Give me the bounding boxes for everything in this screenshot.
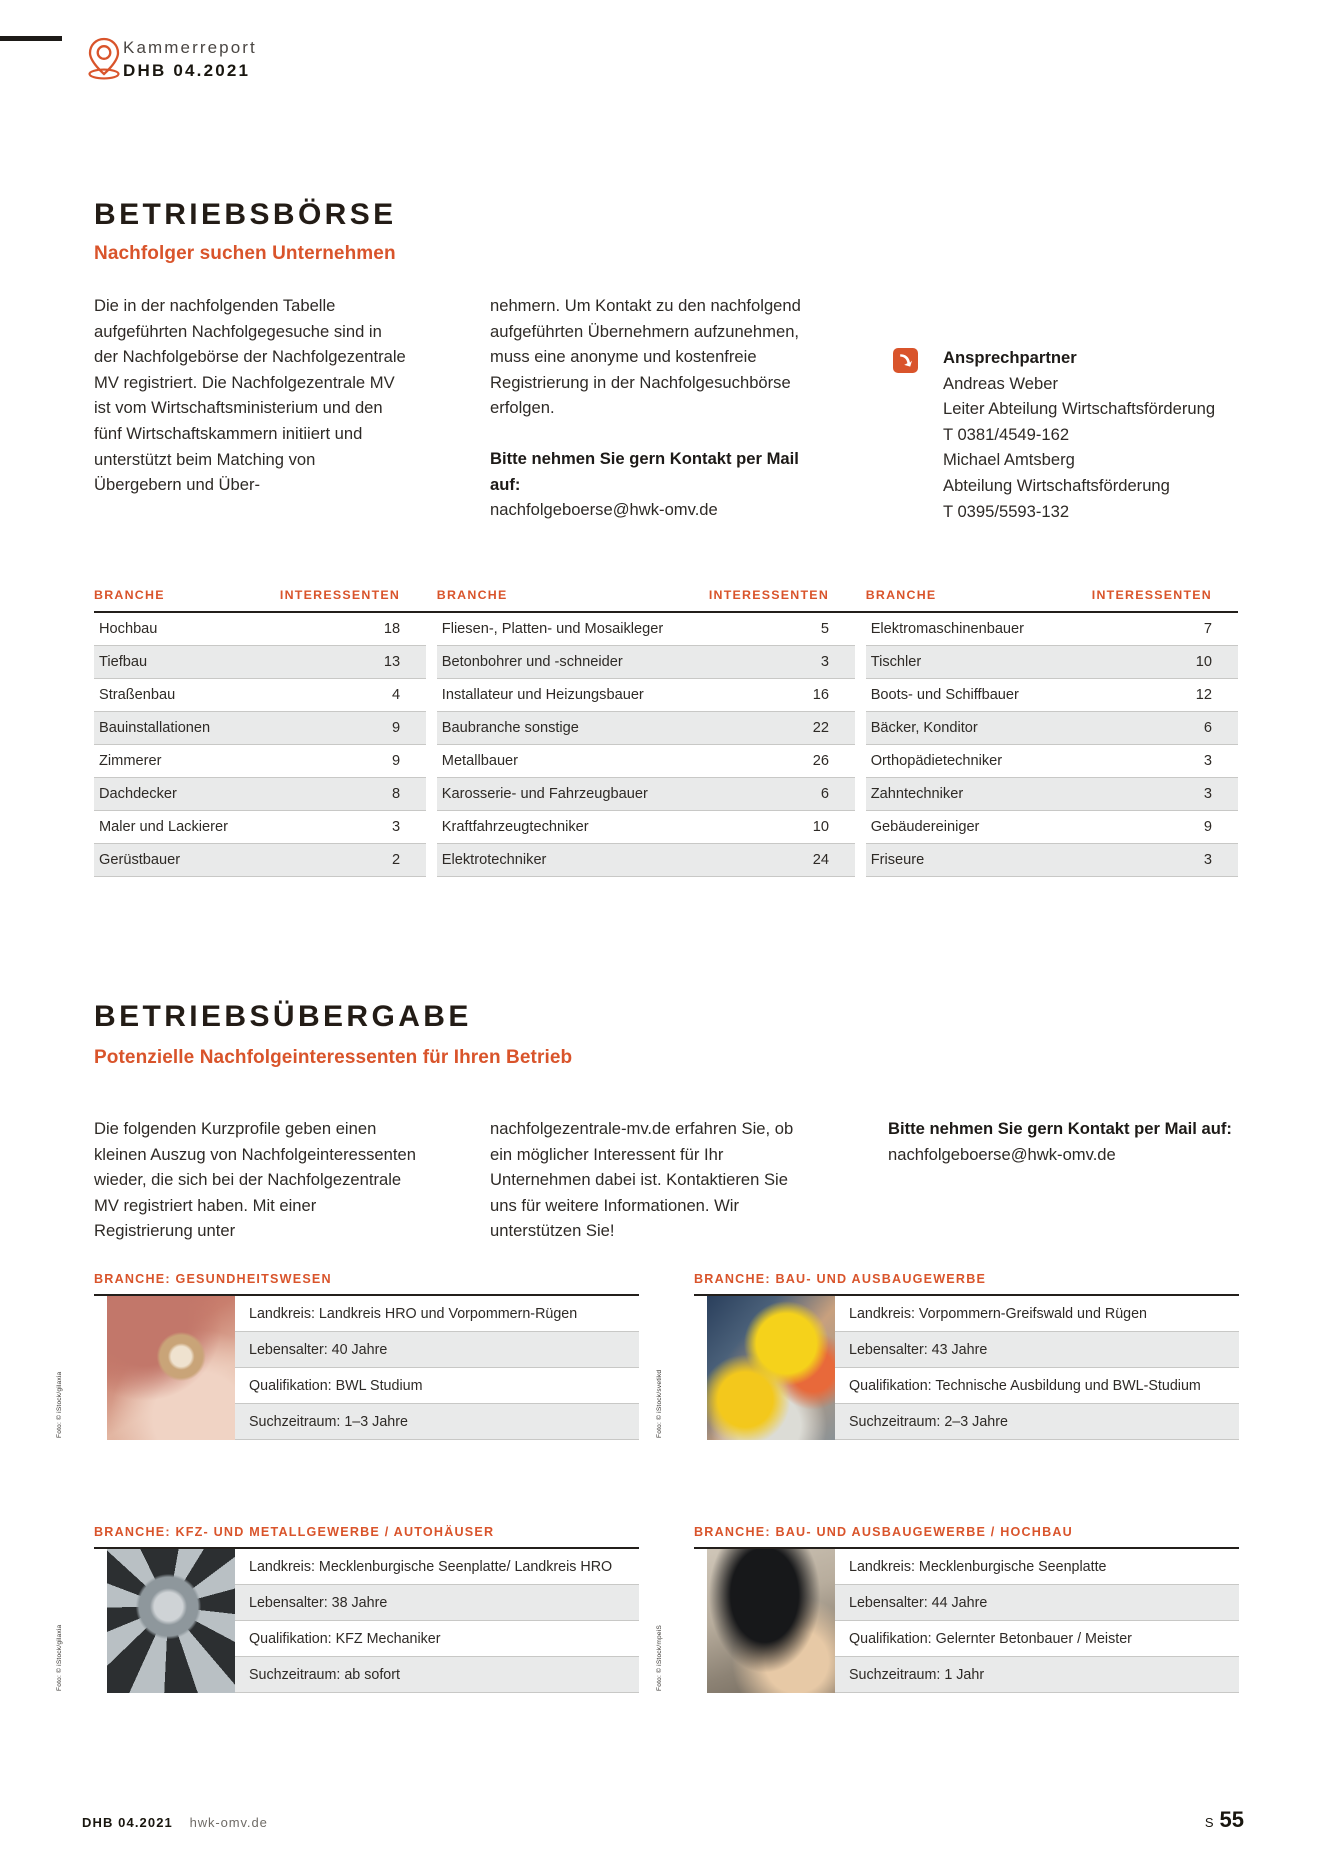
section2-column2 — [490, 1116, 810, 1244]
footer-website: hwk-omv.de — [189, 1815, 268, 1830]
profile-row-lebensalter: Lebensalter: 38 Jahre — [235, 1585, 639, 1621]
section1-mail-lead: Bitte nehmen Sie gern Kontakt per Mail auf: — [490, 448, 799, 494]
cell-interessenten: 13 — [272, 646, 426, 679]
cell-interessenten: 8 — [272, 778, 426, 811]
profile-card-rows — [835, 1549, 1239, 1693]
profile-row-suchzeitraum: Suchzeitraum: 1 Jahr — [835, 1657, 1239, 1693]
cell-interessenten: 3 — [1085, 745, 1238, 778]
profile-row-qualifikation: Qualifikation: KFZ Mechaniker — [235, 1621, 639, 1657]
profile-card-heading: BRANCHE: BAU- UND AUSBAUGEWERBE — [694, 1272, 987, 1286]
cell-interessenten: 6 — [702, 778, 855, 811]
profile-card-body — [656, 1547, 1239, 1693]
table-row — [94, 811, 1238, 844]
cell-interessenten: 9 — [272, 712, 426, 745]
cell-branche: Karosserie- und Fahrzeugbauer — [437, 778, 703, 811]
cell-branche: Hochbau — [94, 612, 272, 646]
cell-branche: Tischler — [866, 646, 1086, 679]
cell-branche: Boots- und Schiffbauer — [866, 679, 1086, 712]
cell-branche: Friseure — [866, 844, 1086, 877]
table-row — [94, 612, 1238, 646]
profile-row-landkreis: Landkreis: Mecklenburgische Seenplatte — [835, 1549, 1239, 1585]
profile-row-suchzeitraum: Suchzeitraum: ab sofort — [235, 1657, 639, 1693]
car-wheel-photo — [107, 1549, 235, 1693]
photo-credit-text: Foto: © iStock/mpeiS — [656, 1624, 663, 1691]
running-head-line2: DHB 04.2021 — [123, 61, 251, 80]
cell-spacer — [426, 612, 437, 646]
photo-credit — [656, 1296, 707, 1440]
construction-worker-photo — [707, 1296, 835, 1440]
section1-mail-address[interactable]: nachfolgeboerse@hwk-omv.de — [490, 500, 718, 520]
cell-branche: Zahntechniker — [866, 778, 1086, 811]
cell-branche: Installateur und Heizungsbauer — [437, 679, 703, 712]
table-row — [94, 778, 1238, 811]
profile-card[interactable] — [56, 1525, 639, 1693]
footer-issue: DHB 04.2021 — [82, 1815, 173, 1830]
photo-credit-text: Foto: © iStock/svetikd — [656, 1369, 663, 1438]
photo-credit — [56, 1549, 107, 1693]
profile-card-heading: BRANCHE: KFZ- UND METALLGEWERBE / AUTOHÄUSER — [94, 1525, 495, 1539]
col-interessenten-1: INTERESSENTEN — [279, 588, 401, 602]
profile-card[interactable] — [656, 1525, 1239, 1693]
contact-line: Leiter Abteilung Wirtschaftsförderung — [943, 399, 1216, 419]
profile-row-lebensalter: Lebensalter: 40 Jahre — [235, 1332, 639, 1368]
section2-subtitle: Potenzielle Nachfolgeinteressenten für Ihren Betrieb — [94, 1047, 573, 1068]
cell-spacer — [855, 844, 866, 877]
contact-heading: Ansprechpartner — [943, 348, 1077, 367]
contact-line: Andreas Weber — [943, 373, 1058, 393]
table-body — [94, 612, 1238, 877]
cell-branche: Elektrotechniker — [437, 844, 703, 877]
cell-spacer — [855, 745, 866, 778]
cell-spacer — [855, 712, 866, 745]
cell-interessenten: 7 — [1085, 612, 1238, 646]
contact-line: Michael Amtsberg — [943, 450, 1075, 470]
table-row — [94, 679, 1238, 712]
profile-row-landkreis: Landkreis: Landkreis HRO und Vorpommern-Rügen — [235, 1296, 639, 1332]
cell-interessenten: 2 — [272, 844, 426, 877]
section2-mail-lead: Bitte nehmen Sie gern Kontakt per Mail auf: — [888, 1119, 1232, 1138]
running-head — [0, 18, 1326, 88]
cell-interessenten: 3 — [702, 646, 855, 679]
section1-column1 — [94, 293, 406, 498]
cell-interessenten: 3 — [272, 811, 426, 844]
cell-branche: Elektromaschinenbauer — [866, 612, 1086, 646]
cell-branche: Betonbohrer und -schneider — [437, 646, 703, 679]
profile-row-lebensalter: Lebensalter: 44 Jahre — [835, 1585, 1239, 1621]
cell-branche: Baubranche sonstige — [437, 712, 703, 745]
cell-interessenten: 3 — [1085, 844, 1238, 877]
profile-card-body — [56, 1294, 639, 1440]
profile-card-body — [656, 1294, 1239, 1440]
cell-interessenten: 4 — [272, 679, 426, 712]
contact-line: T 0395/5593-132 — [943, 501, 1070, 521]
page-prefix: S — [1204, 1815, 1215, 1830]
cell-spacer — [426, 844, 437, 877]
cell-spacer — [426, 745, 437, 778]
concrete-work-photo — [707, 1549, 835, 1693]
cell-branche: Metallbauer — [437, 745, 703, 778]
section1-title: BETRIEBSBÖRSE — [94, 198, 397, 231]
hearing-aid-photo — [107, 1296, 235, 1440]
table-row — [94, 745, 1238, 778]
cell-branche: Gerüstbauer — [94, 844, 272, 877]
section1-subtitle: Nachfolger suchen Unternehmen — [94, 243, 396, 264]
cell-spacer — [855, 612, 866, 646]
location-pin-icon — [86, 36, 122, 82]
section2-column1-text: Die folgenden Kurzprofile geben einen kleinen Auszug von Nachfolgeinteressenten wieder, die sich bei der Nachfolgezentrale MV registriert haben. Mit einer Registrierung unter — [94, 1119, 416, 1241]
cell-branche: Fliesen-, Platten- und Mosaikleger — [437, 612, 703, 646]
cell-spacer — [426, 712, 437, 745]
cell-spacer — [426, 778, 437, 811]
cell-branche: Gebäudereiniger — [866, 811, 1086, 844]
section2-column2-text: nachfolgezentrale-mv.de erfahren Sie, ob ein möglicher Interessent für Ihr Unternehmen dabei ist. Kontaktieren Sie uns für weitere Informationen. Wir unterstützen Sie! — [490, 1119, 794, 1241]
profile-row-suchzeitraum: Suchzeitraum: 2–3 Jahre — [835, 1404, 1239, 1440]
col-spacer — [855, 588, 866, 612]
branche-interessenten-table — [94, 588, 1238, 877]
profile-row-landkreis: Landkreis: Vorpommern-Greifswald und Rügen — [835, 1296, 1239, 1332]
table-header-row — [94, 588, 1238, 612]
cell-branche: Tiefbau — [94, 646, 272, 679]
cell-spacer — [855, 679, 866, 712]
cell-spacer — [855, 646, 866, 679]
cell-interessenten: 18 — [272, 612, 426, 646]
table-head — [94, 588, 1238, 612]
profile-card-rows — [235, 1296, 639, 1440]
section2-title: BETRIEBSÜBERGABE — [94, 1000, 472, 1033]
cell-spacer — [855, 778, 866, 811]
cell-interessenten: 3 — [1085, 778, 1238, 811]
contact-line: Abteilung Wirtschaftsförderung — [943, 475, 1170, 495]
photo-credit-text: Foto: © iStock/gilaxia — [56, 1371, 63, 1438]
table-row — [94, 646, 1238, 679]
cell-interessenten: 10 — [1085, 646, 1238, 679]
header-rule — [0, 36, 62, 41]
cell-spacer — [426, 679, 437, 712]
section1-column2-text: nehmern. Um Kontakt zu den nachfolgend aufgeführten Übernehmern aufzunehmen, muss eine anonyme und kostenfreie Registrierung in der Nachfolgesuchbörse erfolgen. — [490, 296, 801, 418]
cell-spacer — [426, 811, 437, 844]
cell-interessenten: 5 — [702, 612, 855, 646]
running-head-line1: Kammerreport — [123, 38, 257, 57]
cell-branche: Bäcker, Konditor — [866, 712, 1086, 745]
arrow-down-right-icon — [893, 348, 918, 373]
photo-credit — [656, 1549, 707, 1693]
profile-card-rows — [235, 1549, 639, 1693]
cell-branche: Zimmerer — [94, 745, 272, 778]
cell-interessenten: 9 — [1085, 811, 1238, 844]
cell-interessenten: 22 — [702, 712, 855, 745]
photo-credit — [56, 1296, 107, 1440]
col-branche-2: BRANCHE — [436, 588, 508, 602]
cell-branche: Straßenbau — [94, 679, 272, 712]
cell-branche: Kraftfahrzeugtechniker — [437, 811, 703, 844]
section2-column3 — [888, 1116, 1248, 1167]
cell-interessenten: 9 — [272, 745, 426, 778]
profile-row-landkreis: Landkreis: Mecklenburgische Seenplatte/ Landkreis HRO — [235, 1549, 639, 1585]
cell-interessenten: 16 — [702, 679, 855, 712]
page-number-value: 55 — [1219, 1807, 1244, 1832]
profile-row-suchzeitraum: Suchzeitraum: 1–3 Jahre — [235, 1404, 639, 1440]
profile-row-qualifikation: Qualifikation: Technische Ausbildung und BWL-Studium — [835, 1368, 1239, 1404]
cell-interessenten: 10 — [702, 811, 855, 844]
section1-column1-text: Die in der nachfolgenden Tabelle aufgeführten Nachfolgegesuche sind in der Nachfolgebörse der Nachfolgezentrale MV registriert. Die Nachfolgezentrale MV ist vom Wirtschaftsministerium und den fünf Wirtschaftskammern initiiert und unterstützt beim Matching von Übergebern und Über- — [94, 296, 406, 495]
contact-line: T 0381/4549-162 — [943, 424, 1070, 444]
profile-card-heading: BRANCHE: BAU- UND AUSBAUGEWERBE / HOCHBAU — [694, 1525, 1073, 1539]
col-branche-3: BRANCHE — [865, 588, 937, 602]
cell-interessenten: 24 — [702, 844, 855, 877]
profile-card-body — [56, 1547, 639, 1693]
footer — [82, 1815, 268, 1830]
table-row — [94, 712, 1238, 745]
cell-branche: Maler und Lackierer — [94, 811, 272, 844]
cell-interessenten: 6 — [1085, 712, 1238, 745]
cell-branche: Orthopädietechniker — [866, 745, 1086, 778]
cell-branche: Bauinstallationen — [94, 712, 272, 745]
profile-card-heading: BRANCHE: GESUNDHEITSWESEN — [94, 1272, 332, 1286]
col-interessenten-3: INTERESSENTEN — [1091, 588, 1212, 602]
col-spacer — [426, 588, 437, 612]
cell-interessenten: 12 — [1085, 679, 1238, 712]
profile-row-qualifikation: Qualifikation: Gelernter Betonbauer / Meister — [835, 1621, 1239, 1657]
profile-row-lebensalter: Lebensalter: 43 Jahre — [835, 1332, 1239, 1368]
photo-credit-text: Foto: © iStock/gilaxia — [56, 1624, 63, 1691]
cell-spacer — [855, 811, 866, 844]
profile-card[interactable] — [656, 1272, 1239, 1440]
section2-column1 — [94, 1116, 416, 1244]
cell-interessenten: 26 — [702, 745, 855, 778]
table-row — [94, 844, 1238, 877]
section1-column2 — [490, 293, 810, 523]
profile-card[interactable] — [56, 1272, 639, 1440]
cell-branche: Dachdecker — [94, 778, 272, 811]
page-number — [1205, 1807, 1244, 1833]
section2-mail-address[interactable]: nachfolgeboerse@hwk-omv.de — [888, 1144, 1116, 1164]
col-interessenten-2: INTERESSENTEN — [708, 588, 830, 602]
cell-spacer — [426, 646, 437, 679]
col-branche-1: BRANCHE — [94, 588, 165, 602]
profile-card-rows — [835, 1296, 1239, 1440]
contact-details — [943, 345, 1215, 524]
profile-row-qualifikation: Qualifikation: BWL Studium — [235, 1368, 639, 1404]
